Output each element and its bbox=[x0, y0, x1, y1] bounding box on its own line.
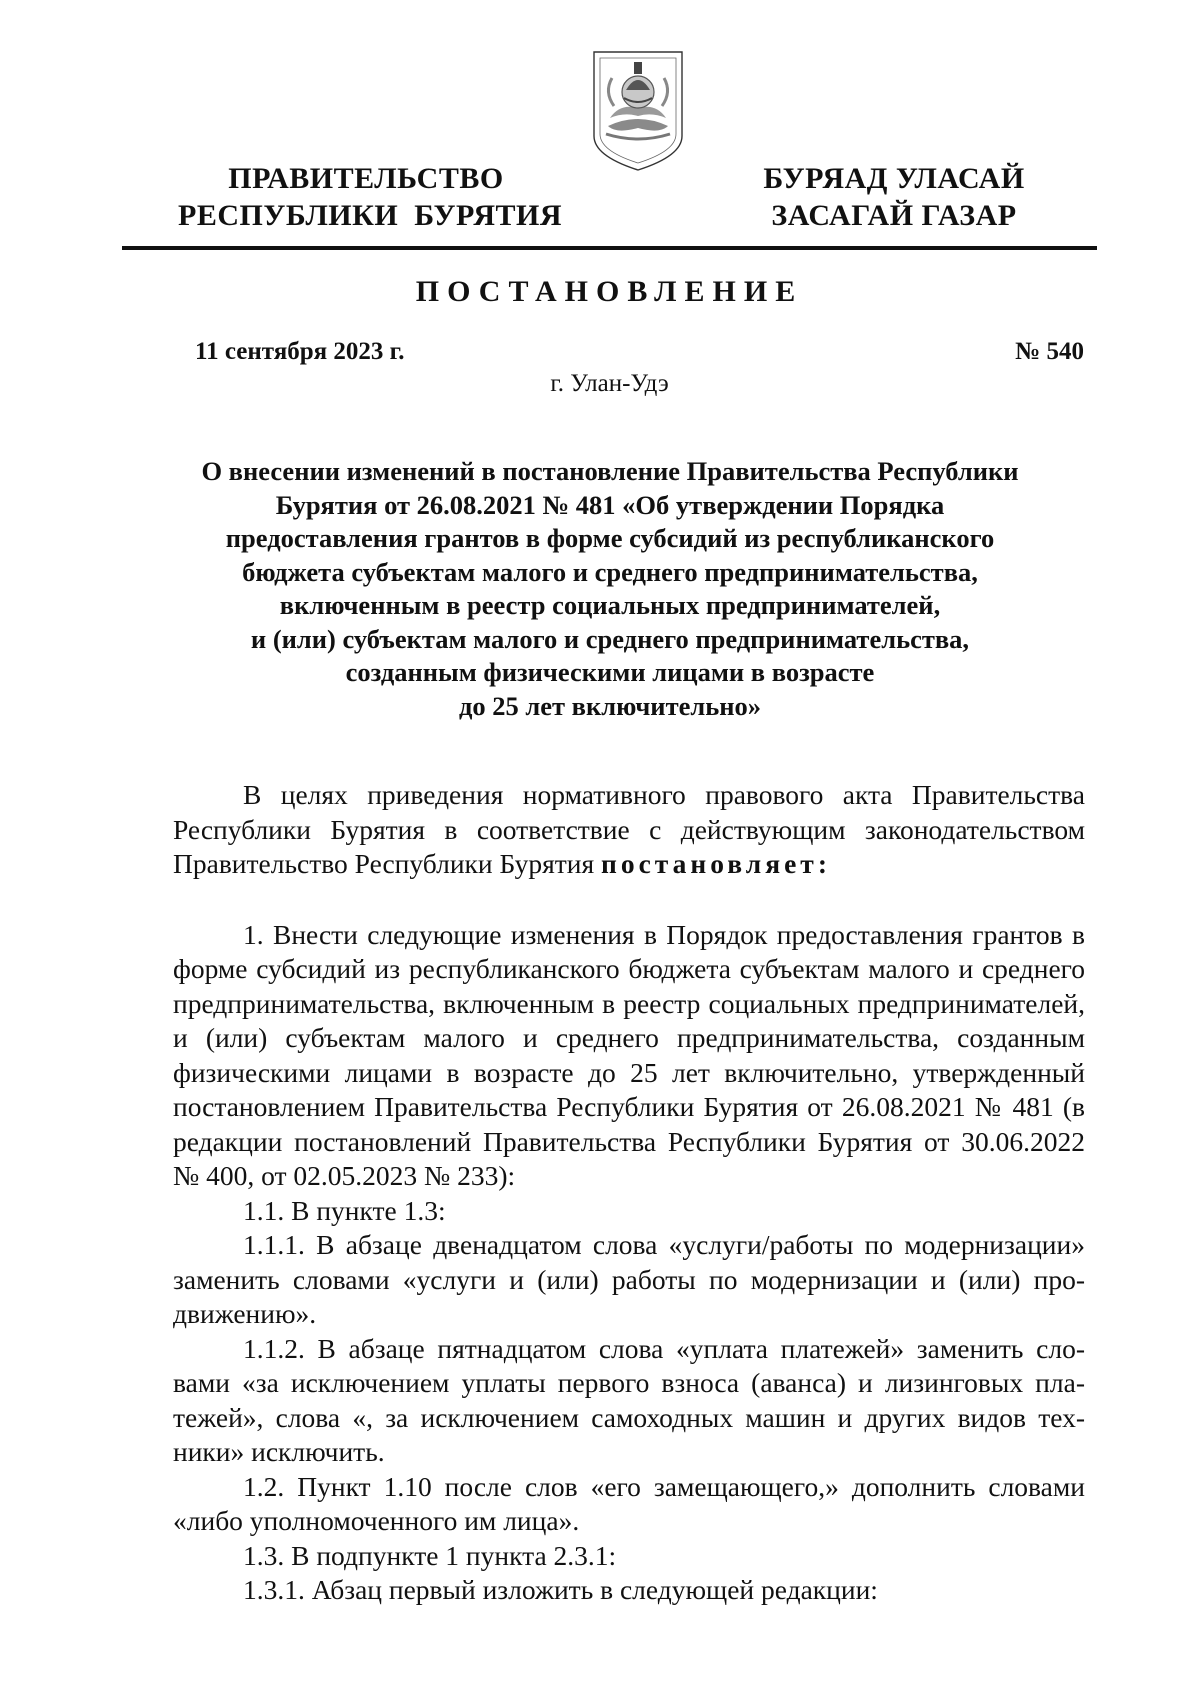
document-title bbox=[180, 455, 1040, 723]
decree-word: постановляет: bbox=[601, 848, 831, 879]
header-divider bbox=[122, 246, 1097, 250]
title-line: до 25 лет включительно» bbox=[458, 690, 761, 721]
preamble-text: В целях приведения нормативного правового акта Правительства Республики Бурятия в соответствие с действующим законодательством Правительство Республики Бурятия bbox=[173, 779, 1085, 879]
document-body bbox=[173, 778, 1085, 1608]
body-paragraph: 1.2. Пункт 1.10 после слов «его замещающего,» дополнить словами «либо уполномоченного им лица». bbox=[173, 1470, 1085, 1536]
title-line: О внесении изменений в постановление Правительства Республики bbox=[201, 456, 1019, 486]
gov-ru-line1: ПРАВИТЕЛЬСТВО bbox=[228, 162, 504, 195]
body-paragraph: 1. Внести следующие изменения в Порядок предоставления грантов в форме субсидий из республиканского бюджета субъектам малого и среднего предпринимательства, включенным в реестр социальных предпринимателей, и (или) субъектам малого и среднего предпринимательства, созданным физическими лицами в возрасте до 25 лет включительно, утвержденный постановлением Правительства Республики Бурятия от 26.08.2021 № 481 (в редакции постановлений Правительства Республики Бурятия от 30.06.2022 № 400, от 02.05.2023 № 233): bbox=[173, 918, 1085, 1191]
preamble-paragraph bbox=[173, 778, 1085, 882]
title-line: Бурятия от 26.08.2021 № 481 «Об утверждении Порядка bbox=[275, 489, 945, 520]
body-paragraph: 1.3.1. Абзац первый изложить в следующей редакции: bbox=[243, 1574, 878, 1605]
gov-ru-line2: РЕСПУБЛИКИ БУРЯТИЯ bbox=[178, 199, 563, 232]
body-paragraph: 1.3. В подпункте 1 пункта 2.3.1: bbox=[243, 1539, 617, 1571]
government-name-russian bbox=[178, 160, 563, 234]
body-paragraph: 1.1.1. В абзаце двенадцатом слова «услуги/работы по модернизации» заменить словами «услуги и (или) работы по модернизации и (или) продвижению». bbox=[173, 1229, 1085, 1329]
document-type: ПОСТАНОВЛЕНИЕ bbox=[415, 275, 804, 308]
government-name-buryat bbox=[744, 160, 1044, 234]
title-line: предоставления грантов в форме субсидий из республиканского bbox=[225, 523, 995, 553]
gov-bur-line1: БУРЯАД УЛАСАЙ bbox=[763, 162, 1025, 195]
body-paragraph: 1.1.2. В абзаце пятнадцатом слова «уплата платежей» заменить словами «за исключением уплаты первого взноса (аванса) и лизинговых платежей», слова «, за исключением самоходных машин и других видов техники» исключить. bbox=[173, 1332, 1085, 1467]
title-line: созданным физическими лицами в возрасте bbox=[345, 657, 875, 687]
document-city: г. Улан-Удэ bbox=[550, 370, 669, 397]
document-date: 11 сентября 2023 г. bbox=[195, 338, 405, 365]
body-paragraph: 1.1. В пункте 1.3: bbox=[243, 1194, 446, 1226]
coat-of-arms-icon bbox=[590, 48, 686, 174]
document-number: № 540 bbox=[1015, 338, 1084, 365]
title-line: бюджета субъектам малого и среднего предпринимательства, bbox=[242, 556, 978, 587]
gov-bur-line2: ЗАСАГАЙ ГАЗАР bbox=[771, 199, 1017, 232]
title-line: включенным в реестр социальных предпринимателей, bbox=[279, 590, 941, 620]
title-line: и (или) субъектам малого и среднего предпринимательства, bbox=[250, 623, 970, 654]
